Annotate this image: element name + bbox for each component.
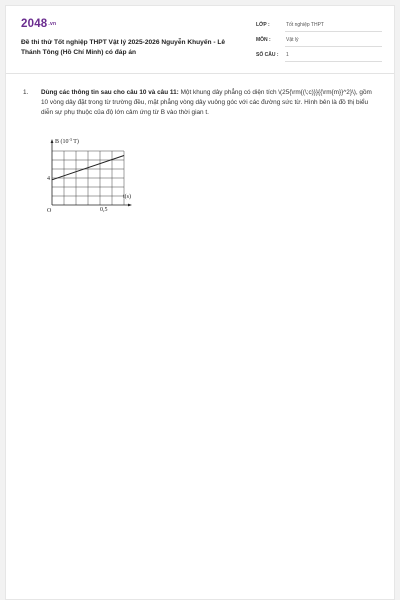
b-vs-t-graph: [42, 136, 142, 216]
divider: [285, 61, 382, 62]
y-axis-label: B ($10^{-3}$ T): [55, 137, 79, 145]
logo-text: 2048: [21, 18, 48, 30]
question-intro: Dùng các thông tin sau cho câu 10 và câu 11:: [41, 89, 179, 96]
meta-subject: [256, 35, 382, 47]
x-axis-label: t(s): [123, 194, 131, 200]
meta-count: [256, 50, 382, 62]
origin-label: O: [47, 208, 52, 214]
y-tick-label: 4: [47, 176, 50, 182]
header: [6, 6, 394, 74]
site-logo[interactable]: [21, 18, 56, 30]
page: [5, 5, 395, 600]
question-number: 1.: [23, 89, 29, 96]
meta-count-label: SỐ CÂU :: [256, 52, 279, 58]
question-body: Một khung dây phẳng có diện tích \(25{\rm{(\;c)}}{{\rm{m}}^2}\), gồm 10 vòng dây đặt trong từ trường đều, mặt phẳng vòng dây vuông góc với các đường sức từ. Hình bên là đồ thị biểu diễn sự phụ thuộc của độ lớn cảm ứng từ B vào thời gian t.: [41, 89, 372, 117]
meta-subject-label: MÔN :: [256, 37, 271, 43]
y-axis-arrow: [51, 139, 54, 143]
exam-title: Đề thi thử Tốt nghiệp THPT Vật lý 2025-2026 Nguyễn Khuyến - Lê Thánh Tông (Hồ Chí Minh) có đáp án: [21, 39, 226, 56]
logo-tld: .vn: [48, 20, 57, 27]
question-text: [41, 88, 377, 119]
meta-class: [256, 20, 382, 32]
meta-count-value: 1: [286, 52, 289, 58]
divider: [285, 46, 382, 47]
meta-class-value: Tốt nghiệp THPT: [286, 22, 324, 28]
meta-subject-value: Vật lý: [286, 37, 299, 43]
x-axis-arrow: [128, 204, 132, 207]
divider: [285, 31, 382, 32]
meta-class-label: LỚP :: [256, 22, 270, 28]
x-tick-label: 0,5: [100, 207, 108, 213]
